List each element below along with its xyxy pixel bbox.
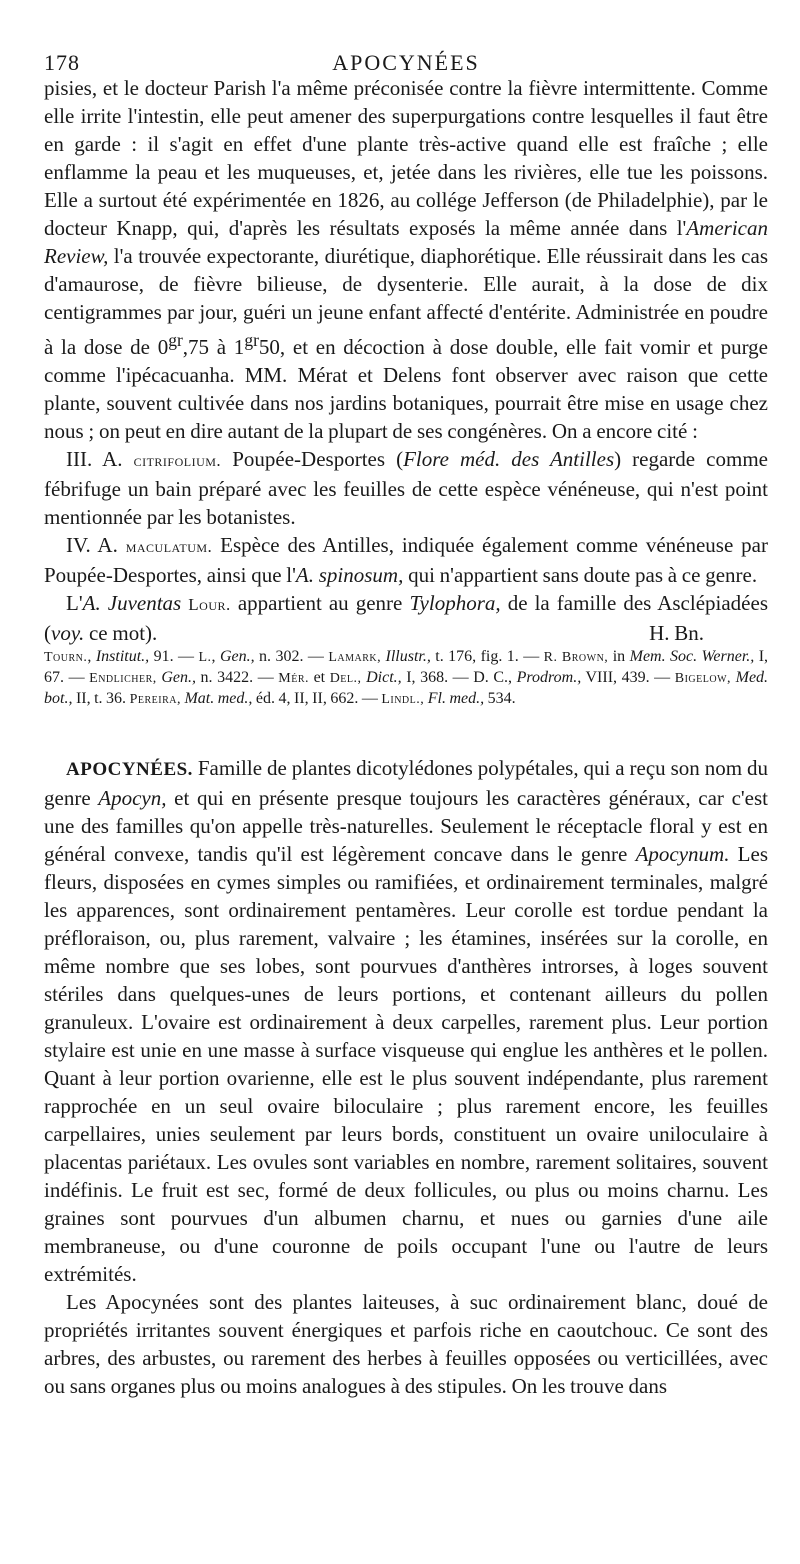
juventas-paragraph: L'A. Juventas Lour. appartient au genre Tylophora, de la famille des Asclépiadées (voy. ce mot). H. Bn.	[44, 591, 768, 645]
page-number: 178	[44, 50, 80, 75]
ref-author: Endlicher,	[89, 671, 157, 686]
ref-text: éd. 4, II, II, 662. —	[252, 690, 382, 707]
ref-text: n. 3422. —	[195, 669, 279, 686]
ref-text: 91. —	[149, 648, 199, 665]
ref-text: ,	[87, 648, 96, 665]
species-name: maculatum.	[125, 537, 213, 556]
continuation-section	[44, 74, 768, 710]
ref-work: Gen.,	[219, 648, 255, 665]
ref-text: I, 368. — D. C.,	[401, 669, 517, 686]
author-initials: H. Bn.	[649, 621, 704, 645]
ref-text: II, t. 36.	[72, 690, 130, 707]
bibliography-references	[44, 647, 768, 710]
species-name: citrifolium.	[133, 451, 222, 470]
ref-text: VIII, 439. —	[581, 669, 675, 686]
ref-text: t. 176, fig. 1. —	[430, 648, 544, 665]
ref-author: Lindl.,	[381, 692, 425, 707]
ref-text: et	[309, 669, 330, 686]
ref-work: Institut.,	[95, 648, 150, 665]
ref-text: ,	[211, 648, 220, 665]
ref-author: Del.,	[329, 671, 362, 686]
ref-text: n. 302. —	[254, 648, 329, 665]
ref-author: R. Brown,	[543, 650, 609, 665]
ref-author: Bigelow,	[674, 671, 732, 686]
ref-work: Gen.,	[161, 669, 196, 686]
ref-work: Fl. med.,	[427, 690, 485, 707]
ref-author: Lamark,	[328, 650, 382, 665]
ref-text: I, 67. —	[44, 648, 769, 686]
continuation-paragraph: pisies, et le docteur Parish l'a même préconisée contre la fièvre intermittente. Comme elle irrite l'intestin, elle peut amener des superpurgations contre lesquelles il faut être en garde : il s'agit en effet d'une plante très-active quand elle est fraîche ; elle enflamme la peau et les muqueuses, et, jetée dans les rivières, elle tue les poissons. Elle a surtout été expérimentée en 1826, au collége Jefferson (de Philadelphie), par le docteur Knapp, qui, d'après les résultats exposés la même année dans l'American Review, l'a trouvée expectorante, diurétique, diaphorétique. Elle réussirait dans les cas d'amaurose, de fièvre bilieuse, de dysenterie. Elle aurait, à la dose de dix centigrammes par jour, guéri un jeune enfant affecté d'entérite. Administrée en poudre à la dose de $0^{gr},75$ à $1^{gr}50$, et en décoction à dose double, elle fait vomir et purge comme l'ipécacuanha. MM. Mérat et Delens font observer avec raison que cette plante, souvent cultivée dans nos jardins botaniques, pourrait être mise en usage chez nous ; on peut en dire autant de la plupart de ses congénères. On a encore cité :	[44, 76, 768, 443]
species-reference: A. spinosum,	[295, 563, 404, 587]
ref-author: Tourn.	[44, 650, 88, 665]
page-header	[44, 38, 768, 74]
ref-text: in	[608, 648, 630, 665]
ref-author: Mér.	[278, 671, 309, 686]
ref-work: Illustr.,	[385, 648, 431, 665]
entry-paragraph-1: APOCYNÉES. Famille de plantes dicotylédones polypétales, qui a reçu son nom du genre Apocyn, et qui en présente presque toujours les caractères généraux, car c'est une des familles qu'on appelle très-naturelles. Seulement le réceptacle floral y est en général convexe, tandis qu'il est légèrement concave dans le genre Apocynum. Les fleurs, disposées en cymes simples ou ramifiées, et ordinairement terminales, malgré les apparences, sont ordinairement pentamères. Leur corolle est tordue pendant la préfloraison, ou, plus rarement, valvaire ; les étamines, insérées sur la corolle, en même nombre que ses lobes, sont pourvues d'anthères introrses, à loges souvent stériles dans quelques-unes de leurs portions, et contenant ailleurs du pollen granuleux. L'ovaire est ordinairement à deux carpelles, rarement plus. Leur portion stylaire est unie en une masse à surface visqueuse qui englue les anthères et le pollen. Quant à leur portion ovarienne, elle est le plus souvent indépendante, plus rarement rapprochée en un seul ovaire biloculaire ; plus rarement encore, les feuilles carpellaires, unies seulement par leurs bords, constituent un ovaire uniloculaire à placentas pariétaux. Les ovules sont variables en nombre, rarement solitaires, souvent indéfinis. Le fruit est sec, formé de deux follicules, ou plus ou moins charnu. Les graines sont pourvues d'un albumen charnu, et nues ou garnies d'une aile membraneuse, ou d'une couronne de poils occupant l'une ou l'autre de leurs extrémités.	[44, 756, 768, 1286]
ref-text: 534.	[484, 690, 516, 707]
ref-author: Pereira,	[129, 692, 181, 707]
ref-work: Mat. med.,	[184, 690, 253, 707]
ref-work: Dict.,	[366, 669, 402, 686]
species-paragraph-iii: III. A. citrifolium. Poupée-Desportes (Flore méd. des Antilles) regarde comme fébrifuge un bain préparé avec les feuilles de cette espèce vénéneuse, qui n'est point mentionnée par les botanistes.	[44, 447, 768, 529]
species-paragraph-iv: IV. A. maculatum. Espèce des Antilles, indiquée également comme vénéneuse par Poupée-Desportes, ainsi que l'A. spinosum, qui n'appartient sans doute pas à ce genre.	[44, 533, 768, 587]
journal-title: American Review,	[44, 216, 768, 268]
ref-work: Med. bot.,	[44, 669, 769, 707]
ref-work: Prodrom.,	[516, 669, 582, 686]
cited-work: Flore méd. des Antilles	[403, 447, 615, 471]
entry-paragraph-2: Les Apocynées sont des plantes laiteuses, à suc ordinairement blanc, doué de propriétés irritantes souvent énergiques et parfois riche en caoutchouc. Ce sont des arbres, des arbustes, ou rarement des herbes à feuilles opposées ou verticillées, avec ou sans organes plus ou moins analogues à des stipules. On les trouve dans	[44, 1290, 768, 1398]
ref-work: Mem. Soc. Werner.,	[629, 648, 755, 665]
apocynees-entry	[44, 754, 768, 1400]
ref-author: L.	[198, 650, 212, 665]
entry-headword: APOCYNÉES.	[66, 759, 193, 780]
running-title: APOCYNÉES	[332, 50, 480, 75]
